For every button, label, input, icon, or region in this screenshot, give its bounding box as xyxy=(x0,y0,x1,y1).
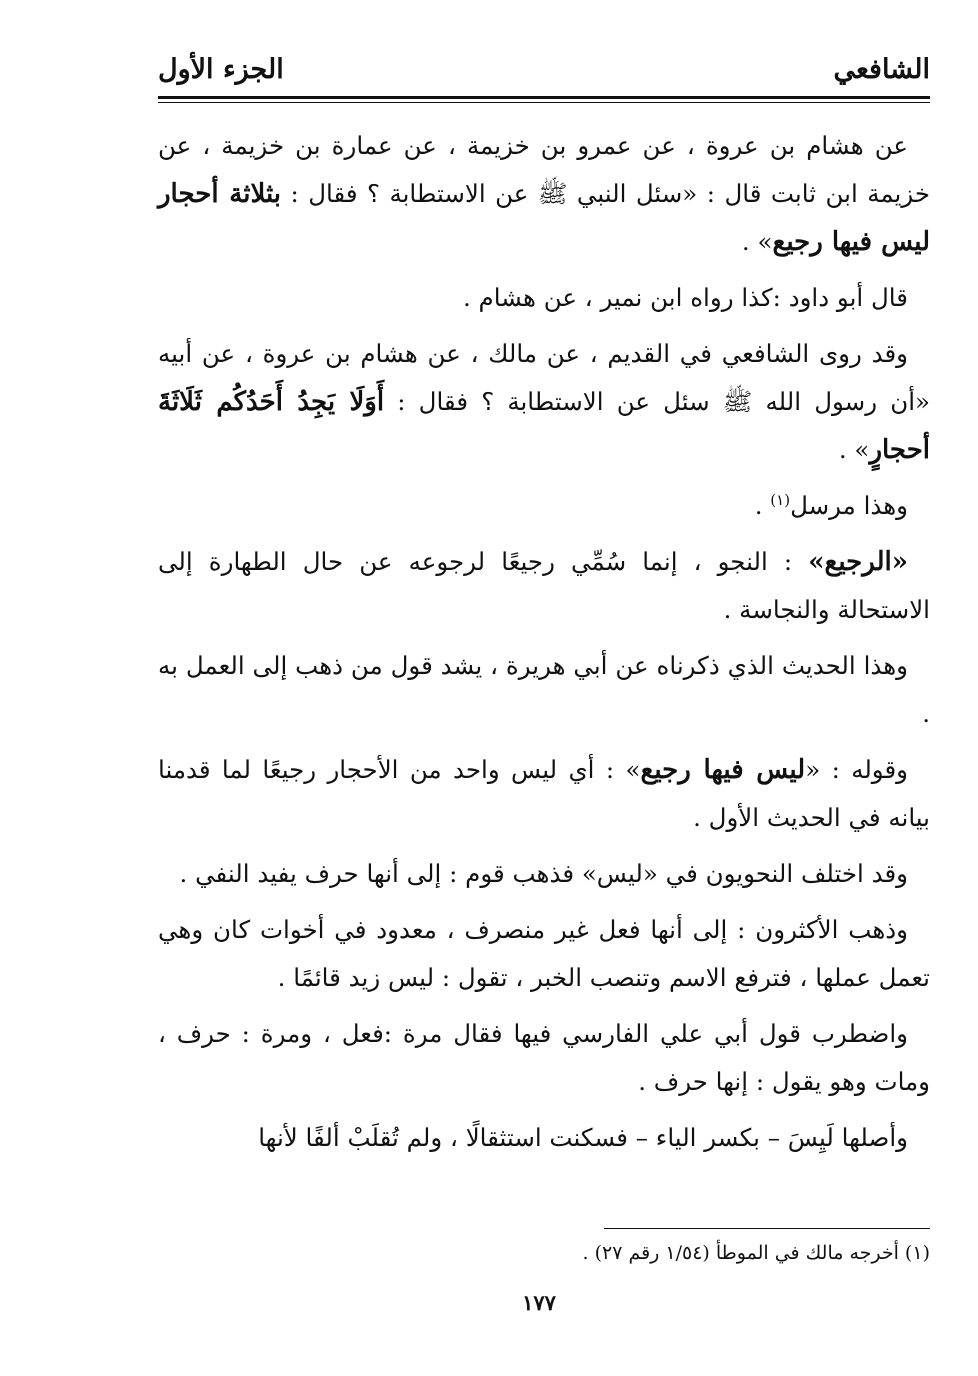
paragraph xyxy=(158,1114,930,1162)
bold-text: أَوَلَا يَجِدُ أَحَدُكُم ثَلَاثَةَ أحجارٍ xyxy=(158,387,930,465)
header-rule xyxy=(158,96,930,99)
paragraph xyxy=(158,1010,930,1106)
text-run: » . xyxy=(838,435,870,464)
text-run: » : أي ليس واحد من الأحجار رجيعًا لما قدمنا بيانه في الحديث الأول . xyxy=(158,755,930,832)
paragraph xyxy=(158,538,930,634)
paragraph xyxy=(158,482,930,530)
text-run: وقد روى الشافعي في القديم ، عن مالك ، عن هشام بن عروة ، عن أبيه «أن رسول الله ﷺ سئل عن الاستطابة ؟ فقال : xyxy=(158,339,930,416)
text-run: قال أبو داود :كذا رواه ابن نمير ، عن هشام . xyxy=(462,283,908,312)
text-run: وهذا الحديث الذي ذكرناه عن أبي هريرة ، يشد قول من ذهب إلى العمل به . xyxy=(158,651,930,728)
bold-text: ليس فيها رجيع xyxy=(640,755,806,785)
paragraph xyxy=(158,906,930,1002)
running-header xyxy=(158,52,930,96)
text-run: وذهب الأكثرون : إلى أنها فعل غير منصرف ، معدود في أخوات كان وهي تعمل عملها ، فترفع الاسم وتنصب الخبر ، تقول : ليس زيد قائمًا . xyxy=(158,915,930,992)
paragraph xyxy=(158,330,930,474)
bold-text: «الرجيع» xyxy=(808,547,908,577)
footnote-rule xyxy=(604,1228,930,1229)
text-run: عن هشام بن عروة ، عن عمرو بن خزيمة ، عن عمارة بن خزيمة ، عن خزيمة ابن ثابت قال : «سئل النبي ﷺ عن الاستطابة ؟ فقال : xyxy=(158,131,930,208)
footnote: (١) أخرجه مالك في الموطأ (١/٥٤ رقم ٢٧) . xyxy=(582,1242,930,1264)
footnote-marker: (١) xyxy=(770,490,791,509)
bold-text: بثلاثة أحجار ليس فيها رجيع xyxy=(158,179,930,257)
text-run: وهذا مرسل xyxy=(790,491,908,520)
volume-title: الجزء الأول xyxy=(158,54,284,85)
text-run: وأصلها لَيِسَ – بكسر الياء – فسكنت استثقالًا ، ولم تُقلَبْ ألفًا لأنها xyxy=(258,1123,908,1152)
text-run: : النجو ، إنما سُمِّي رجيعًا لرجوعه عن حال الطهارة إلى الاستحالة والنجاسة . xyxy=(158,547,930,624)
text-run: » . xyxy=(741,227,773,256)
header-rule-thin xyxy=(158,102,930,103)
paragraph xyxy=(158,274,930,322)
body-text xyxy=(158,122,930,1170)
paragraph xyxy=(158,746,930,842)
paragraph xyxy=(158,850,930,898)
page-number: ١٧٧ xyxy=(522,1290,556,1315)
paragraph xyxy=(158,122,930,266)
book-title: الشافعي xyxy=(833,54,930,85)
text-run: واضطرب قول أبي علي الفارسي فيها فقال مرة :فعل ، ومرة : حرف ، ومات وهو يقول : إنها حرف . xyxy=(158,1019,930,1096)
paragraph xyxy=(158,642,930,738)
text-run: وقوله : « xyxy=(805,755,909,784)
text-run: وقد اختلف النحويون في «ليس» فذهب قوم : إلى أنها حرف يفيد النفي . xyxy=(179,859,908,888)
text-run: . xyxy=(754,491,771,520)
